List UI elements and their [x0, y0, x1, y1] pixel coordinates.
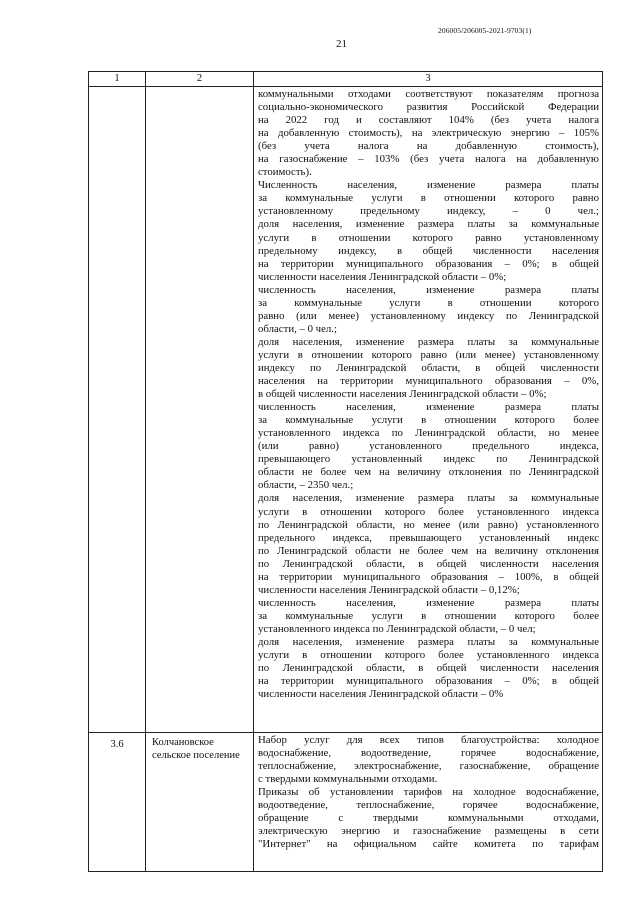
text-line: на территории муниципального образования – 100%, в общей	[258, 570, 599, 583]
text-line: водоснабжение, водоотведение, горячее водоснабжение,	[258, 747, 599, 760]
row-number	[89, 87, 146, 733]
text-line: области, – 2350 чел.;	[258, 479, 354, 492]
text-line: за коммунальные услуги в отношении которого более	[258, 414, 599, 427]
text-line: Приказы об установлении тарифов на холодное водоснабжение,	[258, 786, 599, 799]
text-line: области не более чем на величину отклонения по Ленинградской	[258, 466, 599, 479]
text-line: электрическую энергию и газоснабжение размещены в сети	[258, 825, 599, 838]
text-line: предельного индекса, превышающего установленный индекс	[258, 531, 599, 544]
column-header-3: 3	[254, 72, 603, 87]
table-row	[89, 87, 603, 733]
text-line: стоимость).	[258, 166, 312, 179]
text-line: (или равно) установленного предельного индекса,	[258, 440, 599, 453]
text-line: на добавленную стоимость), на электрическую энергию – 105%	[258, 127, 599, 140]
text-line: "Интернет" на официальном сайте комитета по тарифам	[258, 838, 599, 851]
text-line: по Ленинградской области, в общей численности населения	[258, 557, 599, 570]
text-line: на 2022 год и составляют 104% (без учета налога	[258, 114, 599, 127]
text-line: индексу по Ленинградской области, в общей численности	[258, 361, 599, 374]
text-line: численности населения Ленинградской области – 0,12%;	[258, 583, 520, 596]
text-line: социально-экономического развития Российской Федерации	[258, 101, 599, 114]
column-header-1: 1	[89, 72, 146, 87]
text-line: превышающего установленный индекс по Ленинградской	[258, 453, 599, 466]
text-line: за коммунальные услуги в отношении которого равно	[258, 192, 599, 205]
text-line: доля населения, изменение размера платы за коммунальные	[258, 218, 599, 231]
text-line: доля населения, изменение размера платы за коммунальные	[258, 635, 599, 648]
text-line: численность населения, изменение размера платы	[258, 401, 599, 414]
text-line: равно (или менее) установленному индексу по Ленинградской	[258, 309, 599, 322]
text-line: услуги в отношении которого равно (или менее) установленному	[258, 348, 599, 361]
text-line: установленного индекса по Ленинградской области, но менее	[258, 427, 599, 440]
text-line: услуги в отношении которого более установленного индекса	[258, 649, 599, 662]
document-id: 206005/206005-2021-9703(1)	[438, 26, 532, 35]
row-description	[254, 87, 603, 733]
text-line: с твердыми коммунальными отходами.	[258, 773, 438, 786]
text-line: по Ленинградской области, в общей численности населения	[258, 662, 599, 675]
text-line: доля населения, изменение размера платы за коммунальные	[258, 492, 599, 505]
text-line: услуги в отношении которого равно установленному	[258, 231, 599, 244]
text-line: по Ленинградской области, но менее (или равно) установленного	[258, 518, 599, 531]
settlement-name	[146, 87, 254, 733]
text-line: обращение с твердыми коммунальными отходами,	[258, 812, 599, 825]
column-header-2: 2	[146, 72, 254, 87]
text-line: за коммунальные услуги в отношении которого	[258, 296, 599, 309]
text-line: населения на территории муниципального образования – 0%,	[258, 375, 599, 388]
text-line: доля населения, изменение размера платы за коммунальные	[258, 335, 599, 348]
text-line: численность населения, изменение размера платы	[258, 596, 599, 609]
text-line: по Ленинградской области не более чем на величину отклонения	[258, 544, 599, 557]
row-number: 3.6	[89, 733, 146, 872]
settlement-name: Колчановское сельское поселение	[146, 733, 254, 872]
text-line: в общей численности населения Ленинградской области – 0%;	[258, 388, 547, 401]
tariff-table	[88, 71, 603, 872]
text-line: численности населения Ленинградской области – 0%	[258, 688, 504, 701]
text-line: Набор услуг для всех типов благоустройства: холодное	[258, 734, 599, 746]
text-line: области, – 0 чел.;	[258, 322, 337, 335]
text-line: на территории муниципального образования – 0%; в общей	[258, 257, 599, 270]
text-line: численности населения Ленинградской области – 0%;	[258, 270, 507, 283]
text-line: установленного индекса по Ленинградской области, – 0 чел;	[258, 622, 536, 635]
text-line: водоотведение, теплоснабжение, горячее водоснабжение,	[258, 799, 599, 812]
table-row	[89, 733, 603, 872]
text-line: на газоснабжение – 103% (без учета налога на добавленную	[258, 153, 599, 166]
text-line: (без учета налога на добавленную стоимость),	[258, 140, 599, 153]
text-line: за коммунальные услуги в отношении которого более	[258, 609, 599, 622]
row-description	[254, 733, 603, 872]
page-number: 21	[336, 38, 347, 50]
text-line: услуги в отношении которого более установленного индекса	[258, 505, 599, 518]
text-line: Численность населения, изменение размера платы	[258, 179, 599, 192]
text-line: численность населения, изменение размера платы	[258, 283, 599, 296]
text-line: на территории муниципального образования – 0%; в общей	[258, 675, 599, 688]
text-line: установленному предельному индексу, – 0 чел.;	[258, 205, 599, 218]
text-line: теплоснабжение, электроснабжение, газоснабжение, обращение	[258, 760, 599, 773]
text-line: предельному индексу, в общей численности населения	[258, 244, 599, 257]
table-header-row	[89, 72, 603, 87]
text-line: коммунальными отходами соответствуют показателям прогноза	[258, 88, 599, 100]
